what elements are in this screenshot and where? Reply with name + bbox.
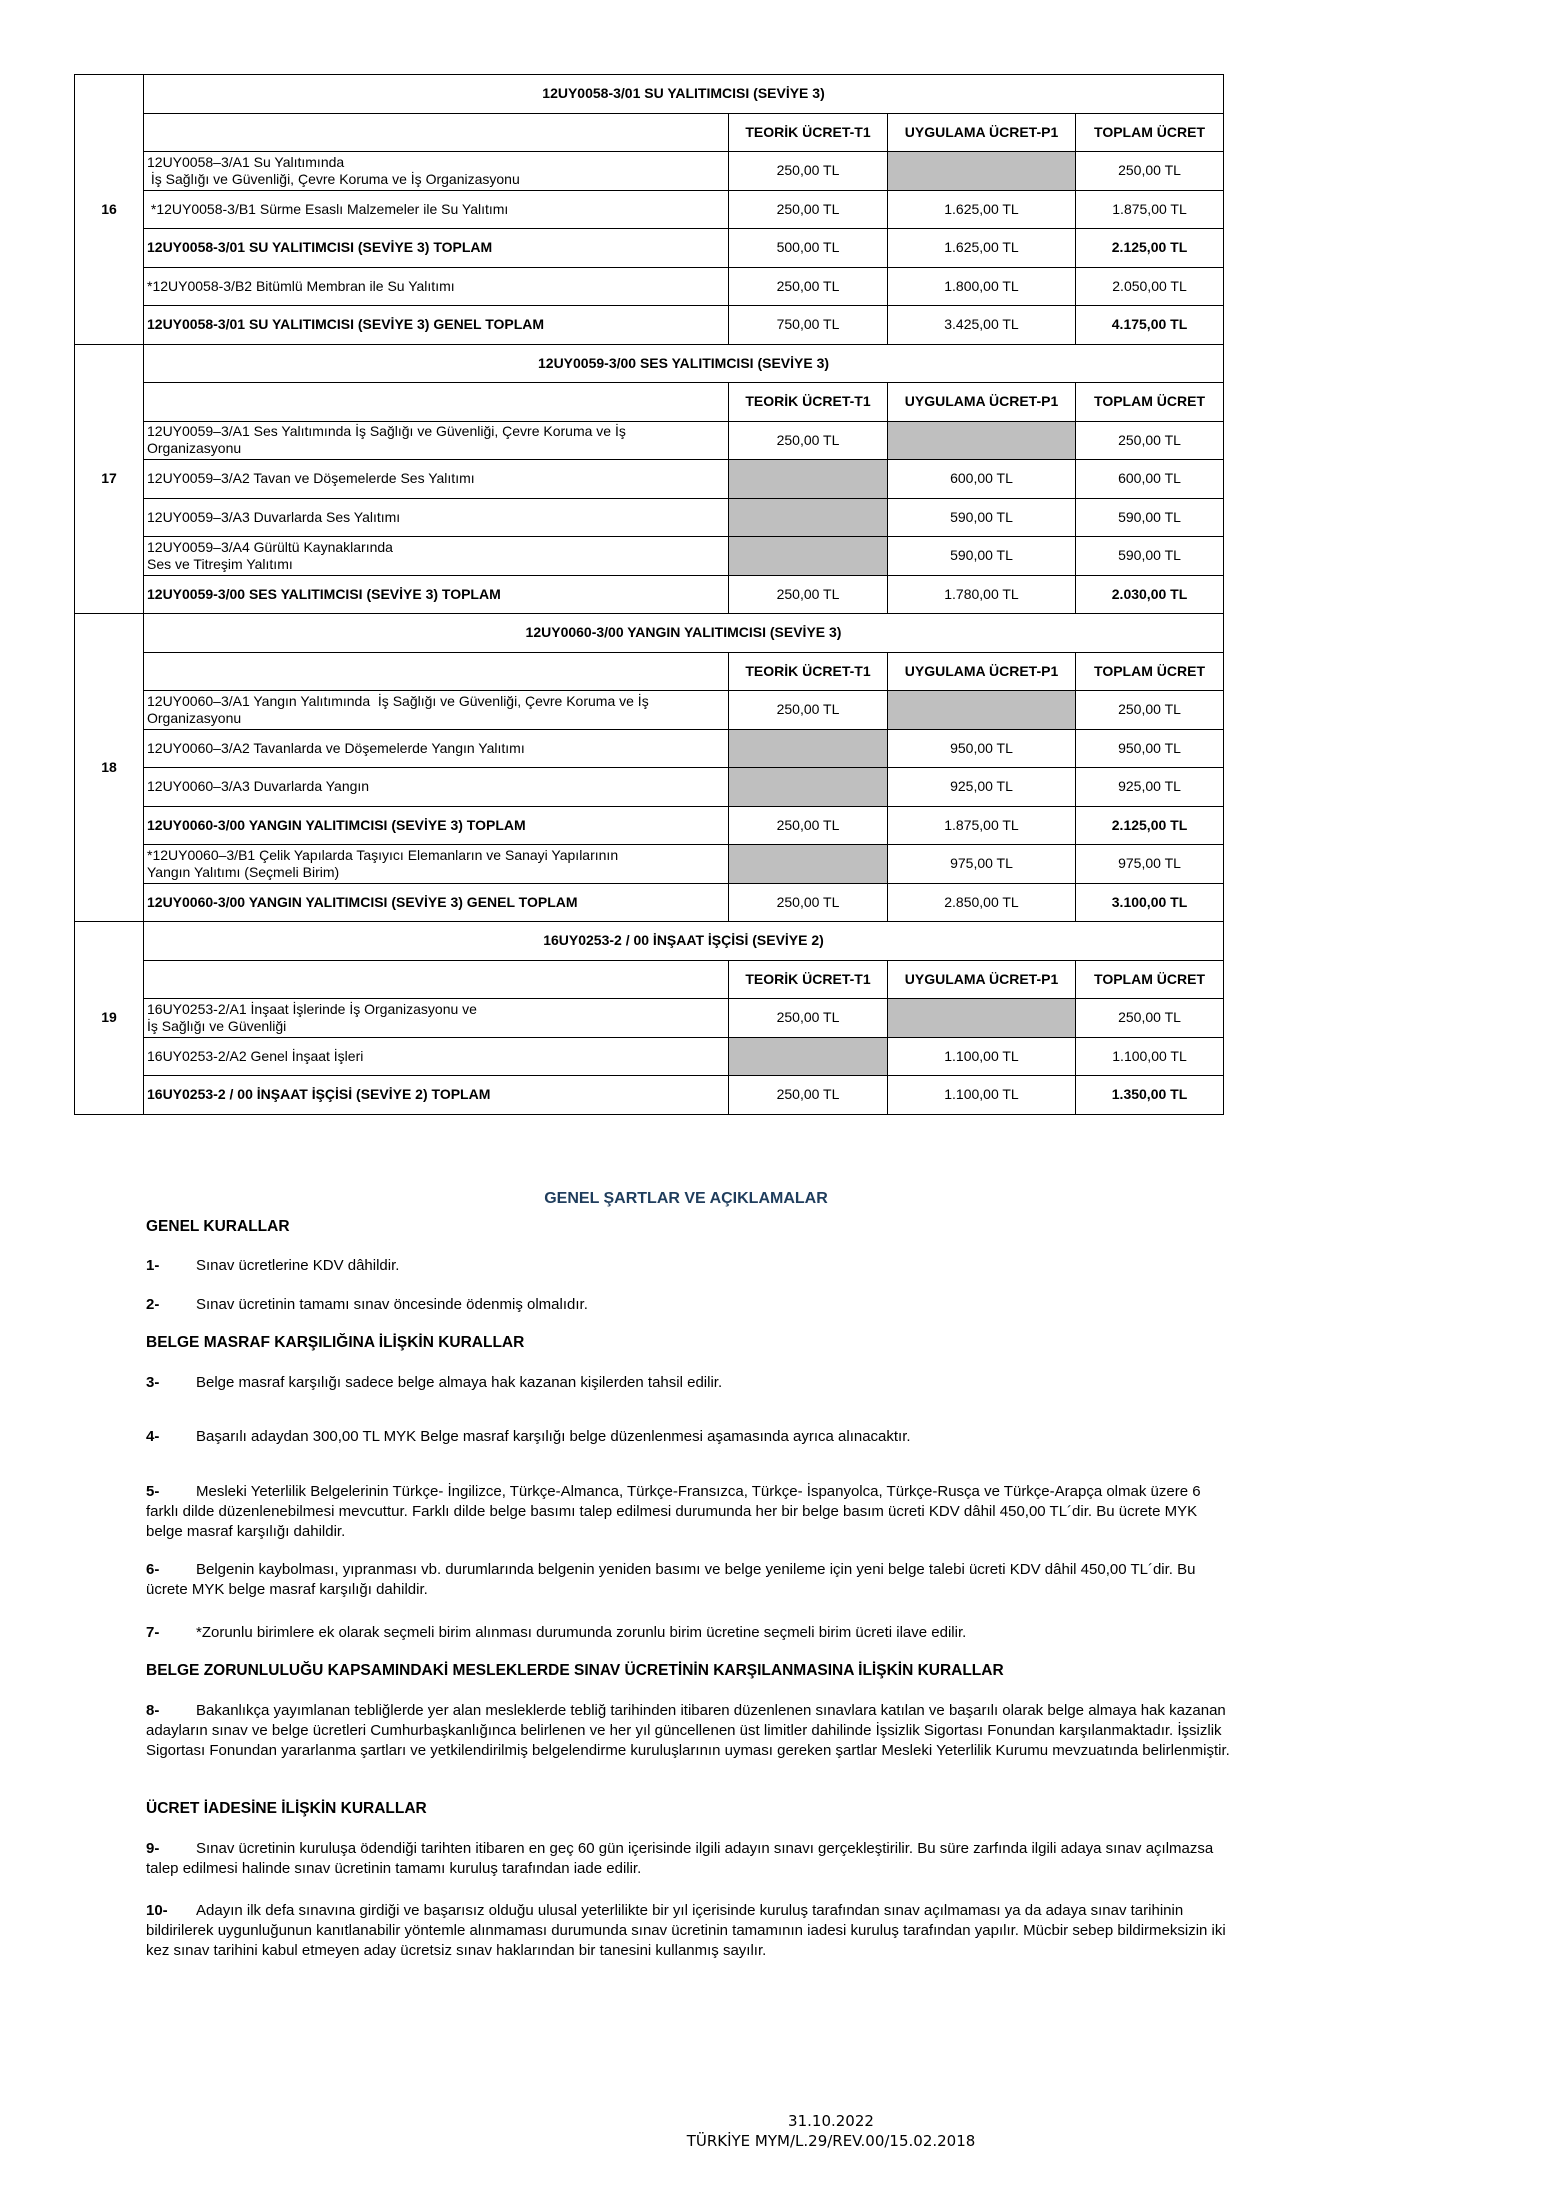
note-item xyxy=(146,1701,1236,1761)
theory-fee xyxy=(729,768,888,807)
note-text: Başarılı adaydan 300,00 TL MYK Belge masraf karşılığı belge düzenlenmesi aşamasında ayrıca alınacaktır. xyxy=(196,1428,911,1445)
note-number: 3- xyxy=(146,1374,160,1391)
total-fee: 2.050,00 TL xyxy=(1076,267,1224,306)
practice-fee: 1.875,00 TL xyxy=(888,806,1076,845)
table-row xyxy=(75,1076,1224,1115)
unit-name: 16UY0253-2 / 00 İNŞAAT İŞÇİSİ (SEVİYE 2) TOPLAM xyxy=(144,1076,729,1115)
unit-name: 12UY0059–3/A3 Duvarlarda Ses Yalıtımı xyxy=(144,498,729,537)
notes-title: GENEL ŞARTLAR VE AÇIKLAMALAR xyxy=(544,1190,828,1207)
theory-fee: 750,00 TL xyxy=(729,306,888,345)
theory-fee: 250,00 TL xyxy=(729,806,888,845)
block-title: 12UY0058-3/01 SU YALITIMCISI (SEVİYE 3) xyxy=(144,75,1224,114)
table-row xyxy=(75,883,1224,922)
table-row xyxy=(75,845,1224,884)
practice-fee: 1.625,00 TL xyxy=(888,229,1076,268)
header-total-fee: TOPLAM ÜCRET xyxy=(1076,652,1224,691)
table-row xyxy=(75,498,1224,537)
note-item xyxy=(146,1427,1236,1447)
total-fee: 1.875,00 TL xyxy=(1076,190,1224,229)
header-total-fee: TOPLAM ÜCRET xyxy=(1076,960,1224,999)
header-theory-fee: TEORİK ÜCRET-T1 xyxy=(729,383,888,422)
table-row xyxy=(75,806,1224,845)
table-row xyxy=(75,190,1224,229)
theory-fee: 250,00 TL xyxy=(729,1076,888,1115)
header-practice-fee: UYGULAMA ÜCRET-P1 xyxy=(888,960,1076,999)
note-text: Belgenin kaybolması, yıpranması vb. durumlarında belgenin yeniden basımı ve belge yenileme için yeni belge talebi ücreti KDV dâhil 450,00 TL´dir. Bu ücrete MYK belge masraf karşılığı dahildir. xyxy=(146,1561,1196,1598)
total-fee: 590,00 TL xyxy=(1076,498,1224,537)
practice-fee: 1.100,00 TL xyxy=(888,1076,1076,1115)
total-fee: 950,00 TL xyxy=(1076,729,1224,768)
total-fee: 1.350,00 TL xyxy=(1076,1076,1224,1115)
unit-name: 12UY0059-3/00 SES YALITIMCISI (SEVİYE 3) TOPLAM xyxy=(144,575,729,614)
unit-name: 12UY0060-3/00 YANGIN YALITIMCISI (SEVİYE 3) GENEL TOPLAM xyxy=(144,883,729,922)
theory-fee xyxy=(729,845,888,884)
practice-fee: 975,00 TL xyxy=(888,845,1076,884)
section-certificate-cost: BELGE MASRAF KARŞILIĞINA İLİŞKİN KURALLAR xyxy=(146,1334,525,1351)
section-refund: ÜCRET İADESİNE İLİŞKİN KURALLAR xyxy=(146,1800,427,1817)
header-theory-fee: TEORİK ÜCRET-T1 xyxy=(729,113,888,152)
total-fee: 250,00 TL xyxy=(1076,691,1224,730)
unit-name: 16UY0253-2/A2 Genel İnşaat İşleri xyxy=(144,1037,729,1076)
practice-fee: 3.425,00 TL xyxy=(888,306,1076,345)
unit-name: *12UY0060–3/B1 Çelik Yapılarda Taşıyıcı Elemanların ve Sanayi Yapılarının Yangın Yalıtımı (Seçmeli Birim) xyxy=(144,845,729,884)
practice-fee xyxy=(888,691,1076,730)
column-header-row xyxy=(75,652,1224,691)
table-row xyxy=(75,537,1224,576)
table-row xyxy=(75,306,1224,345)
header-theory-fee: TEORİK ÜCRET-T1 xyxy=(729,960,888,999)
table-row xyxy=(75,691,1224,730)
practice-fee: 925,00 TL xyxy=(888,768,1076,807)
table-row xyxy=(75,575,1224,614)
block-title: 12UY0059-3/00 SES YALITIMCISI (SEVİYE 3) xyxy=(144,344,1224,383)
unit-name: 12UY0059–3/A4 Gürültü Kaynaklarında Ses ve Titreşim Yalıtımı xyxy=(144,537,729,576)
practice-fee: 2.850,00 TL xyxy=(888,883,1076,922)
unit-name: 12UY0059–3/A1 Ses Yalıtımında İş Sağlığı ve Güvenliği, Çevre Koruma ve İş Organizasyonu xyxy=(144,421,729,460)
unit-name: 12UY0058–3/A1 Su Yalıtımında İş Sağlığı ve Güvenliği, Çevre Koruma ve İş Organizasyonu xyxy=(144,152,729,191)
note-text: Bakanlıkça yayımlanan tebliğlerde yer alan mesleklerde tebliğ tarihinden itibaren düzenlenen sınavlara katılan ve başarılı olarak belge almaya hak kazanan adayların sınav ve belge ücretleri Cumhurbaşkanlığınca belirlenen ve her yıl güncellenen üst limitler dahilinde İşsizlik Sigortası Fonundan karşılanmaktadır. İşsizlik Sigortası Fonundan yararlanma şartları ve yetkilendirilmiş belgelendirme kuruluşlarının uyması gereken şartlar Mesleki Yeterlilik Kurumu mevzuatında belirlenmiştir. xyxy=(146,1702,1230,1759)
header-practice-fee: UYGULAMA ÜCRET-P1 xyxy=(888,383,1076,422)
table-row xyxy=(75,768,1224,807)
block-title-row xyxy=(75,75,1224,114)
table-row xyxy=(75,421,1224,460)
practice-fee xyxy=(888,421,1076,460)
note-number: 4- xyxy=(146,1428,160,1445)
header-theory-fee: TEORİK ÜCRET-T1 xyxy=(729,652,888,691)
note-number: 1- xyxy=(146,1257,160,1274)
total-fee: 925,00 TL xyxy=(1076,768,1224,807)
unit-name: 12UY0060–3/A1 Yangın Yalıtımında İş Sağlığı ve Güvenliği, Çevre Koruma ve İş Organizasyonu xyxy=(144,691,729,730)
table-row xyxy=(75,999,1224,1038)
total-fee: 4.175,00 TL xyxy=(1076,306,1224,345)
total-fee: 250,00 TL xyxy=(1076,999,1224,1038)
block-title-row xyxy=(75,922,1224,961)
header-blank-cell xyxy=(144,960,729,999)
block-title-row xyxy=(75,344,1224,383)
table-row xyxy=(75,460,1224,499)
block-title: 12UY0060-3/00 YANGIN YALITIMCISI (SEVİYE 3) xyxy=(144,614,1224,653)
note-item xyxy=(146,1901,1236,1961)
practice-fee: 590,00 TL xyxy=(888,537,1076,576)
total-fee: 1.100,00 TL xyxy=(1076,1037,1224,1076)
footer-code: TÜRKİYE MYM/L.29/REV.00/15.02.2018 xyxy=(686,2132,976,2150)
practice-fee: 600,00 TL xyxy=(888,460,1076,499)
column-header-row xyxy=(75,383,1224,422)
note-number: 6- xyxy=(146,1561,160,1578)
note-number: 8- xyxy=(146,1702,160,1719)
unit-name: 12UY0060-3/00 YANGIN YALITIMCISI (SEVİYE 3) TOPLAM xyxy=(144,806,729,845)
footer-date: 31.10.2022 xyxy=(788,2112,874,2130)
table-row xyxy=(75,1037,1224,1076)
table-row xyxy=(75,267,1224,306)
theory-fee xyxy=(729,460,888,499)
practice-fee: 590,00 TL xyxy=(888,498,1076,537)
table-row xyxy=(75,152,1224,191)
note-text: Belge masraf karşılığı sadece belge almaya hak kazanan kişilerden tahsil edilir. xyxy=(196,1374,723,1391)
block-number: 17 xyxy=(75,344,144,614)
block-number: 19 xyxy=(75,922,144,1115)
total-fee: 250,00 TL xyxy=(1076,152,1224,191)
note-item xyxy=(146,1373,1236,1393)
unit-name: *12UY0058-3/B2 Bitümlü Membran ile Su Yalıtımı xyxy=(144,267,729,306)
theory-fee xyxy=(729,498,888,537)
practice-fee: 1.100,00 TL xyxy=(888,1037,1076,1076)
theory-fee: 250,00 TL xyxy=(729,152,888,191)
block-title-row xyxy=(75,614,1224,653)
note-number: 9- xyxy=(146,1840,160,1857)
table-row xyxy=(75,729,1224,768)
note-text: Sınav ücretlerine KDV dâhildir. xyxy=(196,1257,400,1274)
header-practice-fee: UYGULAMA ÜCRET-P1 xyxy=(888,652,1076,691)
theory-fee: 250,00 TL xyxy=(729,190,888,229)
note-item xyxy=(146,1482,1236,1542)
note-text: Sınav ücretinin kuruluşa ödendiği tarihten itibaren en geç 60 gün içerisinde ilgili adayın sınavı gerçekleştirilir. Bu süre zarfında ilgili adaya sınav açılmazsa talep edilmesi halinde sınav ücretinin tamamı kuruluş tarafından iade edilir. xyxy=(146,1840,1214,1877)
note-number: 10- xyxy=(146,1902,168,1919)
total-fee: 975,00 TL xyxy=(1076,845,1224,884)
table-row xyxy=(75,229,1224,268)
total-fee: 590,00 TL xyxy=(1076,537,1224,576)
theory-fee: 250,00 TL xyxy=(729,421,888,460)
note-number: 5- xyxy=(146,1483,160,1500)
theory-fee: 250,00 TL xyxy=(729,999,888,1038)
practice-fee xyxy=(888,999,1076,1038)
header-blank-cell xyxy=(144,652,729,691)
note-text: *Zorunlu birimlere ek olarak seçmeli birim alınması durumunda zorunlu birim ücretine seçmeli birim ücreti ilave edilir. xyxy=(196,1624,967,1641)
note-text: Mesleki Yeterlilik Belgelerinin Türkçe- İngilizce, Türkçe-Almanca, Türkçe-Fransızca, Türkçe- İspanyolca, Türkçe-Rusça ve Türkçe-Arapça olmak üzere 6 farklı dilde düzenlenebilmesi mevcuttur. Farklı dilde belge basımı talep edilmesi durumunda her bir belge basım ücreti KDV dâhil 450,00 TL´dir. Bu ücrete MYK belge masraf karşılığı dahildir. xyxy=(146,1483,1201,1540)
theory-fee: 250,00 TL xyxy=(729,267,888,306)
header-blank-cell xyxy=(144,113,729,152)
note-item xyxy=(146,1839,1236,1879)
fee-table xyxy=(74,74,1224,1115)
practice-fee: 1.625,00 TL xyxy=(888,190,1076,229)
header-blank-cell xyxy=(144,383,729,422)
header-total-fee: TOPLAM ÜCRET xyxy=(1076,383,1224,422)
unit-name: *12UY0058-3/B1 Sürme Esaslı Malzemeler ile Su Yalıtımı xyxy=(144,190,729,229)
practice-fee xyxy=(888,152,1076,191)
theory-fee xyxy=(729,1037,888,1076)
theory-fee: 500,00 TL xyxy=(729,229,888,268)
unit-name: 12UY0059–3/A2 Tavan ve Döşemelerde Ses Yalıtımı xyxy=(144,460,729,499)
note-item xyxy=(146,1295,1236,1315)
block-number: 16 xyxy=(75,75,144,345)
note-item xyxy=(146,1560,1236,1600)
total-fee: 3.100,00 TL xyxy=(1076,883,1224,922)
unit-name: 12UY0060–3/A3 Duvarlarda Yangın xyxy=(144,768,729,807)
block-title: 16UY0253-2 / 00 İNŞAAT İŞÇİSİ (SEVİYE 2) xyxy=(144,922,1224,961)
total-fee: 2.125,00 TL xyxy=(1076,806,1224,845)
header-total-fee: TOPLAM ÜCRET xyxy=(1076,113,1224,152)
note-number: 2- xyxy=(146,1296,160,1313)
unit-name: 12UY0058-3/01 SU YALITIMCISI (SEVİYE 3) GENEL TOPLAM xyxy=(144,306,729,345)
header-practice-fee: UYGULAMA ÜCRET-P1 xyxy=(888,113,1076,152)
theory-fee xyxy=(729,729,888,768)
unit-name: 12UY0060–3/A2 Tavanlarda ve Döşemelerde Yangın Yalıtımı xyxy=(144,729,729,768)
total-fee: 2.030,00 TL xyxy=(1076,575,1224,614)
unit-name: 16UY0253-2/A1 İnşaat İşlerinde İş Organizasyonu ve İş Sağlığı ve Güvenliği xyxy=(144,999,729,1038)
section-general-rules: GENEL KURALLAR xyxy=(146,1218,290,1235)
theory-fee xyxy=(729,537,888,576)
note-item xyxy=(146,1256,1236,1276)
column-header-row xyxy=(75,113,1224,152)
total-fee: 250,00 TL xyxy=(1076,421,1224,460)
note-text: Sınav ücretinin tamamı sınav öncesinde ödenmiş olmalıdır. xyxy=(196,1296,588,1313)
total-fee: 2.125,00 TL xyxy=(1076,229,1224,268)
unit-name: 12UY0058-3/01 SU YALITIMCISI (SEVİYE 3) TOPLAM xyxy=(144,229,729,268)
practice-fee: 1.800,00 TL xyxy=(888,267,1076,306)
column-header-row xyxy=(75,960,1224,999)
total-fee: 600,00 TL xyxy=(1076,460,1224,499)
theory-fee: 250,00 TL xyxy=(729,883,888,922)
note-item xyxy=(146,1623,1236,1643)
section-mandatory-certificate: BELGE ZORUNLULUĞU KAPSAMINDAKİ MESLEKLERDE SINAV ÜCRETİNİN KARŞILANMASINA İLİŞKİN KURALLAR xyxy=(146,1662,1004,1679)
block-number: 18 xyxy=(75,614,144,922)
theory-fee: 250,00 TL xyxy=(729,691,888,730)
theory-fee: 250,00 TL xyxy=(729,575,888,614)
note-text: Adayın ilk defa sınavına girdiği ve başarısız olduğu ulusal yeterlilikte bir yıl içerisinde kuruluş tarafından sınav açılmaması ya da adaya sınav tarihinin bildirilerek uygunluğunun kanıtlanabilir yöntemle alınmaması durumunda sınav ücretinin tamamının iadesi kuruluş tarafından yapılır. Mücbir sebep bildirmeksizin iki kez sınav tarihini kabul etmeyen aday ücretsiz sınav haklarından bir tanesini kullanmış sayılır. xyxy=(146,1902,1226,1959)
practice-fee: 950,00 TL xyxy=(888,729,1076,768)
practice-fee: 1.780,00 TL xyxy=(888,575,1076,614)
note-number: 7- xyxy=(146,1624,160,1641)
